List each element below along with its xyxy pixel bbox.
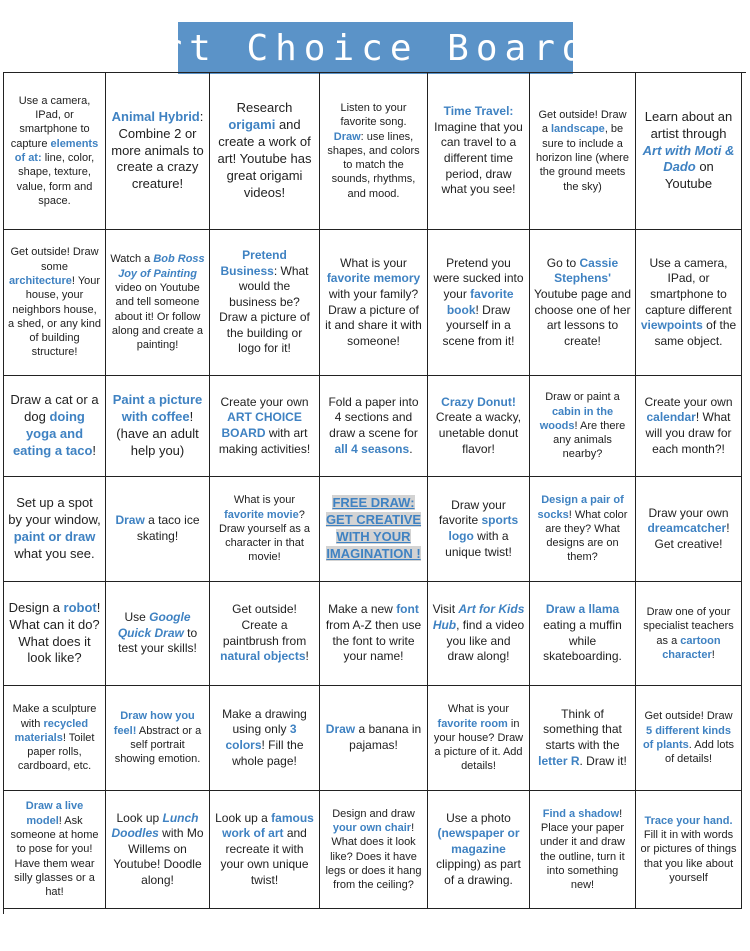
cell-text xyxy=(110,610,205,657)
cell-plain-text: Use a camera, IPad, or smartphone to capture different xyxy=(645,255,732,317)
cell-highlight-text: (newspaper or magazine xyxy=(437,826,520,856)
cell-plain-text: ! Get creative! xyxy=(654,521,730,551)
cell-plain-text: Learn about an artist through xyxy=(644,108,733,141)
cell-text xyxy=(214,100,315,201)
cell-highlight-text: favorite room xyxy=(437,717,508,730)
cell-text xyxy=(8,702,101,773)
cell-text xyxy=(432,395,525,457)
cell-plain-text: Make a sculpture with xyxy=(12,703,97,730)
cell-plain-text: of the same object. xyxy=(654,318,737,348)
board-cell-r7-c5 xyxy=(428,791,530,909)
cell-text xyxy=(534,602,631,664)
cell-plain-text: What is your xyxy=(447,703,510,716)
cell-plain-text: What is your xyxy=(233,494,296,507)
cell-highlight-text: Trace your hand. xyxy=(644,814,733,827)
cell-plain-text: with Mo Willems on Youtube! Doodle along! xyxy=(113,826,204,887)
cell-text xyxy=(640,395,737,457)
cell-highlight-text: Cassie Stephens' xyxy=(554,255,619,286)
cell-text xyxy=(214,395,315,457)
cell-plain-text: Look up a xyxy=(215,810,272,825)
cell-highlight-text: recycled materials xyxy=(14,717,89,744)
cell-plain-text: a banana in pajamas! xyxy=(349,722,422,752)
cell-highlight-text: Time Travel: xyxy=(443,104,514,119)
cell-highlight-text: cabin in the woods xyxy=(539,405,614,432)
cell-text xyxy=(432,602,525,664)
cell-plain-text: : use lines, shapes, and colors to match the sounds, rhythms, and mood. xyxy=(327,130,420,200)
cell-plain-text: Go to xyxy=(546,255,580,270)
cell-plain-text: Make a new xyxy=(328,602,397,617)
cell-highlight-text: favorite book xyxy=(446,286,514,317)
cell-text xyxy=(214,602,315,664)
title-banner xyxy=(131,22,620,74)
cell-plain-text: Think of something that starts with the xyxy=(543,706,622,752)
cell-highlight-text: doing yoga and eating a taco xyxy=(12,409,93,458)
cell-plain-text: ! Place your paper under it and draw the outline, turn it into something new! xyxy=(540,807,625,892)
cell-plain-text: ! xyxy=(305,649,309,664)
cell-plain-text: Set up a spot by your window, xyxy=(8,495,101,528)
cell-plain-text: Draw a cat or a dog xyxy=(10,392,99,425)
cell-plain-text: Create a wacky, unetable donut flavor! xyxy=(435,410,522,456)
cell-plain-text: Draw your favorite xyxy=(438,497,506,528)
cell-text xyxy=(324,807,423,893)
cell-highlight-text: sports logo xyxy=(448,513,519,543)
cell-highlight-text: FREE DRAW: GET CREATIVE WITH YOUR IMAGINATION ! xyxy=(325,495,422,561)
cell-text xyxy=(534,108,631,194)
cell-plain-text: what you see. xyxy=(14,545,95,561)
cell-text xyxy=(110,392,205,460)
cell-plain-text: Watch a xyxy=(110,253,154,266)
cell-plain-text: . Draw it! xyxy=(579,753,627,768)
cell-text xyxy=(640,814,737,885)
cell-plain-text: with a unique twist! xyxy=(445,529,512,559)
board-cell-r6-c1 xyxy=(4,686,106,791)
board-cell-r1-c7 xyxy=(636,73,742,230)
cell-plain-text: Use xyxy=(124,610,150,625)
cell-text xyxy=(640,109,737,193)
cell-text xyxy=(8,799,101,899)
board-cell-r1-c6 xyxy=(530,73,636,230)
cell-highlight-text: favorite memory xyxy=(326,271,421,286)
cell-highlight-text: ART CHOICE BOARD xyxy=(221,410,302,440)
cell-text xyxy=(214,493,315,564)
cell-highlight-text: Art for Kids Hub xyxy=(432,602,525,632)
cell-highlight-text: robot xyxy=(63,599,97,615)
cell-plain-text: What is your xyxy=(340,255,407,270)
board-cell-r2-c3 xyxy=(210,230,320,376)
cell-plain-text: Use a photo xyxy=(446,810,511,825)
cell-plain-text: Abstract or a self portrait showing emotion. xyxy=(114,724,202,766)
cell-highlight-text: Google Quick Draw xyxy=(117,610,191,640)
cell-text xyxy=(8,495,101,563)
cell-highlight-text: viewpoints xyxy=(640,318,703,333)
board-cell-r5-c5 xyxy=(428,582,530,686)
cell-plain-text: Research xyxy=(236,100,293,116)
board-cell-r4-c3 xyxy=(210,477,320,582)
cell-highlight-text: Find a shadow xyxy=(542,807,620,820)
board-cell-r3-c7 xyxy=(636,376,742,477)
cell-text xyxy=(432,104,525,198)
board-cell-r2-c2 xyxy=(106,230,210,376)
cell-text xyxy=(640,506,737,553)
cell-plain-text: ! What does it look like? Does it have legs or does it hang from the ceiling? xyxy=(325,821,422,892)
cell-highlight-text: Paint a picture with coffee xyxy=(112,392,203,425)
cell-text xyxy=(324,256,423,350)
cell-plain-text: Get outside! Create a paintbrush from xyxy=(222,602,307,648)
cell-plain-text: and recreate it with your own unique twist! xyxy=(220,826,309,887)
board-cell-r6-c6 xyxy=(530,686,636,791)
board-cell-r6-c3 xyxy=(210,686,320,791)
cell-highlight-text: elements of at: xyxy=(14,137,99,164)
cell-plain-text: ! xyxy=(92,442,97,458)
cell-text xyxy=(432,702,525,773)
board-cell-r7-c4 xyxy=(320,791,428,909)
board-cell-r5-c2 xyxy=(106,582,210,686)
board-cell-r7-c6 xyxy=(530,791,636,909)
cell-text xyxy=(640,605,737,662)
board-cell-r3-c1 xyxy=(4,376,106,477)
cell-highlight-text: Lunch Doodles xyxy=(111,810,199,841)
cell-highlight-text: font xyxy=(396,602,419,617)
cell-plain-text: eating a muffin while skateboarding. xyxy=(543,617,622,664)
cell-plain-text: Get outside! Draw xyxy=(644,710,733,723)
cell-text xyxy=(534,493,631,564)
cell-highlight-text: all 4 seasons xyxy=(334,441,410,456)
cell-plain-text: Imagine that you can travel to a different time period, draw what you see! xyxy=(434,119,523,197)
cell-plain-text: : Combine 2 or more animals to create a crazy creature! xyxy=(111,108,204,192)
board-cell-r3-c6 xyxy=(530,376,636,477)
choice-board-grid xyxy=(3,72,746,914)
board-cell-r4-c5 xyxy=(428,477,530,582)
cell-highlight-text: architecture xyxy=(8,274,72,287)
cell-plain-text: . Add lots of details! xyxy=(664,739,735,766)
cell-plain-text: Create your own xyxy=(220,394,309,409)
cell-plain-text: ! xyxy=(711,648,715,661)
cell-highlight-text: Art with Moti & Dado xyxy=(642,142,735,175)
page-title: Art Choice Board: xyxy=(131,27,620,69)
cell-plain-text: Look up xyxy=(116,810,163,825)
cell-text xyxy=(324,395,423,457)
cell-plain-text: ! What can it do? What does it look like? xyxy=(9,599,101,666)
cell-highlight-text: letter R xyxy=(538,753,580,768)
board-cell-r4-c7 xyxy=(636,477,742,582)
cell-highlight-text: landscape xyxy=(551,123,605,136)
board-cell-r5-c1 xyxy=(4,582,106,686)
cell-highlight-text: dreamcatcher xyxy=(647,521,727,536)
board-cell-r2-c7 xyxy=(636,230,742,376)
cell-text xyxy=(534,256,631,350)
cell-plain-text: on Youtube xyxy=(664,159,714,192)
cell-plain-text: Design and draw xyxy=(332,807,415,820)
cell-text xyxy=(432,811,525,889)
cell-plain-text: Get outside! Draw a xyxy=(538,109,627,136)
board-cell-r1-c5 xyxy=(428,73,530,230)
cell-plain-text: . xyxy=(409,441,413,456)
cell-highlight-text: 5 different kinds of plants xyxy=(642,724,731,751)
cell-highlight-text: Draw a llama xyxy=(545,602,620,617)
cell-plain-text: to test your skills! xyxy=(118,625,198,656)
cell-highlight-text: your own chair xyxy=(332,821,412,834)
cell-plain-text: a taco ice skating! xyxy=(136,513,200,543)
board-cell-r5-c6 xyxy=(530,582,636,686)
cell-text xyxy=(324,495,423,563)
cell-plain-text: and create a work of art! Youtube has great origami videos! xyxy=(217,117,312,200)
cell-plain-text: Use a camera, IPad, or smartphone to capture xyxy=(10,94,91,150)
cell-plain-text: : What would the business be? Draw a picture of the building or logo for it! xyxy=(219,263,310,356)
cell-plain-text: ! Your house, your neighbors house, a shed, or any kind of building structure! xyxy=(8,274,101,359)
cell-plain-text: Draw or paint a xyxy=(545,391,620,404)
board-cell-r6-c2 xyxy=(106,686,210,791)
cell-plain-text: Visit xyxy=(432,602,459,617)
board-cell-r2-c1 xyxy=(4,230,106,376)
cell-plain-text: , find a video you like and draw along! xyxy=(446,617,525,664)
cell-highlight-text: Design a pair of socks xyxy=(537,494,624,521)
cell-text xyxy=(640,256,737,350)
board-cell-r4-c1 xyxy=(4,477,106,582)
cell-highlight-text: Crazy Donut! xyxy=(441,394,516,409)
board-cell-r1-c1 xyxy=(4,73,106,230)
cell-plain-text: ! What color are they? What designs are on them? xyxy=(545,508,628,564)
cell-plain-text: Draw your own xyxy=(648,505,729,520)
cell-highlight-text: Animal Hybrid xyxy=(111,108,200,124)
cell-plain-text: video on Youtube and tell someone about it! Or follow along and create a painting! xyxy=(111,282,204,352)
cell-plain-text: Draw one of your specialist teachers as a xyxy=(643,605,734,647)
board-cell-r7-c1 xyxy=(4,791,106,909)
cell-plain-text: Pretend you were sucked into your xyxy=(433,255,524,301)
cell-highlight-text: origami xyxy=(228,117,276,133)
cell-plain-text: Design a xyxy=(8,599,64,615)
cell-highlight-text: Draw a live model xyxy=(25,800,84,827)
board-cell-r3-c4 xyxy=(320,376,428,477)
cell-plain-text: with art making activities! xyxy=(218,426,311,456)
cell-text xyxy=(110,513,205,544)
cell-text xyxy=(8,94,101,208)
cell-plain-text: ! Fill the whole page! xyxy=(232,738,304,768)
board-cell-r2-c6 xyxy=(530,230,636,376)
board-cell-r6-c5 xyxy=(428,686,530,791)
cell-text xyxy=(534,390,631,461)
cell-plain-text: from A-Z then use the font to write your name! xyxy=(325,617,422,664)
board-cell-r4-c4 xyxy=(320,477,428,582)
cell-plain-text: Listen to your favorite song. xyxy=(340,101,407,129)
board-cell-r5-c3 xyxy=(210,582,320,686)
cell-text xyxy=(110,252,205,352)
cell-highlight-text: Pretend Business xyxy=(220,247,287,278)
board-cell-r5-c7 xyxy=(636,582,742,686)
board-cell-r2-c5 xyxy=(428,230,530,376)
cell-plain-text: ! Draw yourself in a scene from it! xyxy=(442,302,515,348)
cell-text xyxy=(534,807,631,893)
cell-highlight-text: Draw xyxy=(333,130,361,143)
board-cell-r4-c2 xyxy=(106,477,210,582)
board-cell-r4-c6 xyxy=(530,477,636,582)
cell-highlight-text: cartoon character xyxy=(662,634,721,661)
cell-plain-text: with your family? Draw a picture of it and share it with someone! xyxy=(325,286,422,348)
cell-plain-text: ! What will you draw for each month?! xyxy=(645,410,732,456)
cell-text xyxy=(432,256,525,350)
cell-text xyxy=(8,600,101,668)
cell-plain-text: in your house? Draw a picture of it. Add details! xyxy=(433,717,524,773)
cell-text xyxy=(324,101,423,201)
cell-text xyxy=(110,109,205,193)
cell-text xyxy=(110,811,205,889)
board-cell-r3-c3 xyxy=(210,376,320,477)
cell-text xyxy=(8,245,101,359)
board-cell-r7-c7 xyxy=(636,791,742,909)
cell-highlight-text: famous work of art xyxy=(222,810,314,841)
cell-highlight-text: calendar xyxy=(646,410,696,425)
cell-plain-text: , be sure to include a horizon line (where the ground meets the sky) xyxy=(536,123,629,193)
board-cell-r6-c7 xyxy=(636,686,742,791)
cell-highlight-text: natural objects xyxy=(220,649,306,664)
cell-text xyxy=(214,248,315,357)
cell-plain-text: ! Ask someone at home to pose for you! Have them wear silly glasses or a hat! xyxy=(10,814,99,899)
cell-plain-text: Get outside! Draw some xyxy=(10,246,99,273)
cell-plain-text: Create your own xyxy=(644,394,733,409)
board-cell-r2-c4 xyxy=(320,230,428,376)
cell-plain-text: Fill it in with words or pictures of things that you like about yourself xyxy=(640,829,737,884)
cell-plain-text: ! (have an adult help you) xyxy=(116,409,199,458)
cell-highlight-text: Draw xyxy=(115,513,145,528)
board-cell-r6-c4 xyxy=(320,686,428,791)
cell-plain-text: line, color, shape, texture, value, form and space. xyxy=(16,152,95,207)
cell-text xyxy=(214,707,315,769)
cell-highlight-text: 3 colors xyxy=(225,722,297,752)
cell-text xyxy=(324,602,423,664)
cell-text xyxy=(432,498,525,560)
board-cell-r7-c2 xyxy=(106,791,210,909)
cell-text xyxy=(8,392,101,460)
cell-plain-text: Youtube page and choose one of her art lessons to create! xyxy=(534,286,631,348)
cell-plain-text: Make a drawing using only xyxy=(222,706,307,737)
cell-text xyxy=(324,722,423,753)
board-cell-r7-c3 xyxy=(210,791,320,909)
cell-text xyxy=(640,709,737,766)
cell-plain-text: clipping) as part of a drawing. xyxy=(436,857,521,887)
cell-highlight-text: Draw xyxy=(325,722,356,737)
board-cell-r3-c2 xyxy=(106,376,210,477)
board-cell-r1-c3 xyxy=(210,73,320,230)
cell-plain-text: Fold a paper into 4 sections and draw a scene for xyxy=(328,394,419,440)
cell-text xyxy=(110,709,205,766)
cell-plain-text: ? Draw yourself as a character in that movie! xyxy=(218,508,311,564)
board-cell-r3-c5 xyxy=(428,376,530,477)
cell-plain-text: ! Are there any animals nearby? xyxy=(553,419,626,461)
board-cell-r5-c4 xyxy=(320,582,428,686)
cell-text xyxy=(214,811,315,889)
board-cell-r1-c4 xyxy=(320,73,428,230)
board-cell-r1-c2 xyxy=(106,73,210,230)
cell-highlight-text: paint or draw xyxy=(13,529,96,544)
cell-highlight-text: Draw how you feel! xyxy=(113,710,195,737)
cell-text xyxy=(534,707,631,769)
cell-highlight-text: favorite movie xyxy=(224,508,299,521)
cell-plain-text: ! Toilet paper rolls, cardboard, etc. xyxy=(17,731,95,773)
cell-highlight-text: Bob Ross Joy of Painting xyxy=(118,253,205,280)
